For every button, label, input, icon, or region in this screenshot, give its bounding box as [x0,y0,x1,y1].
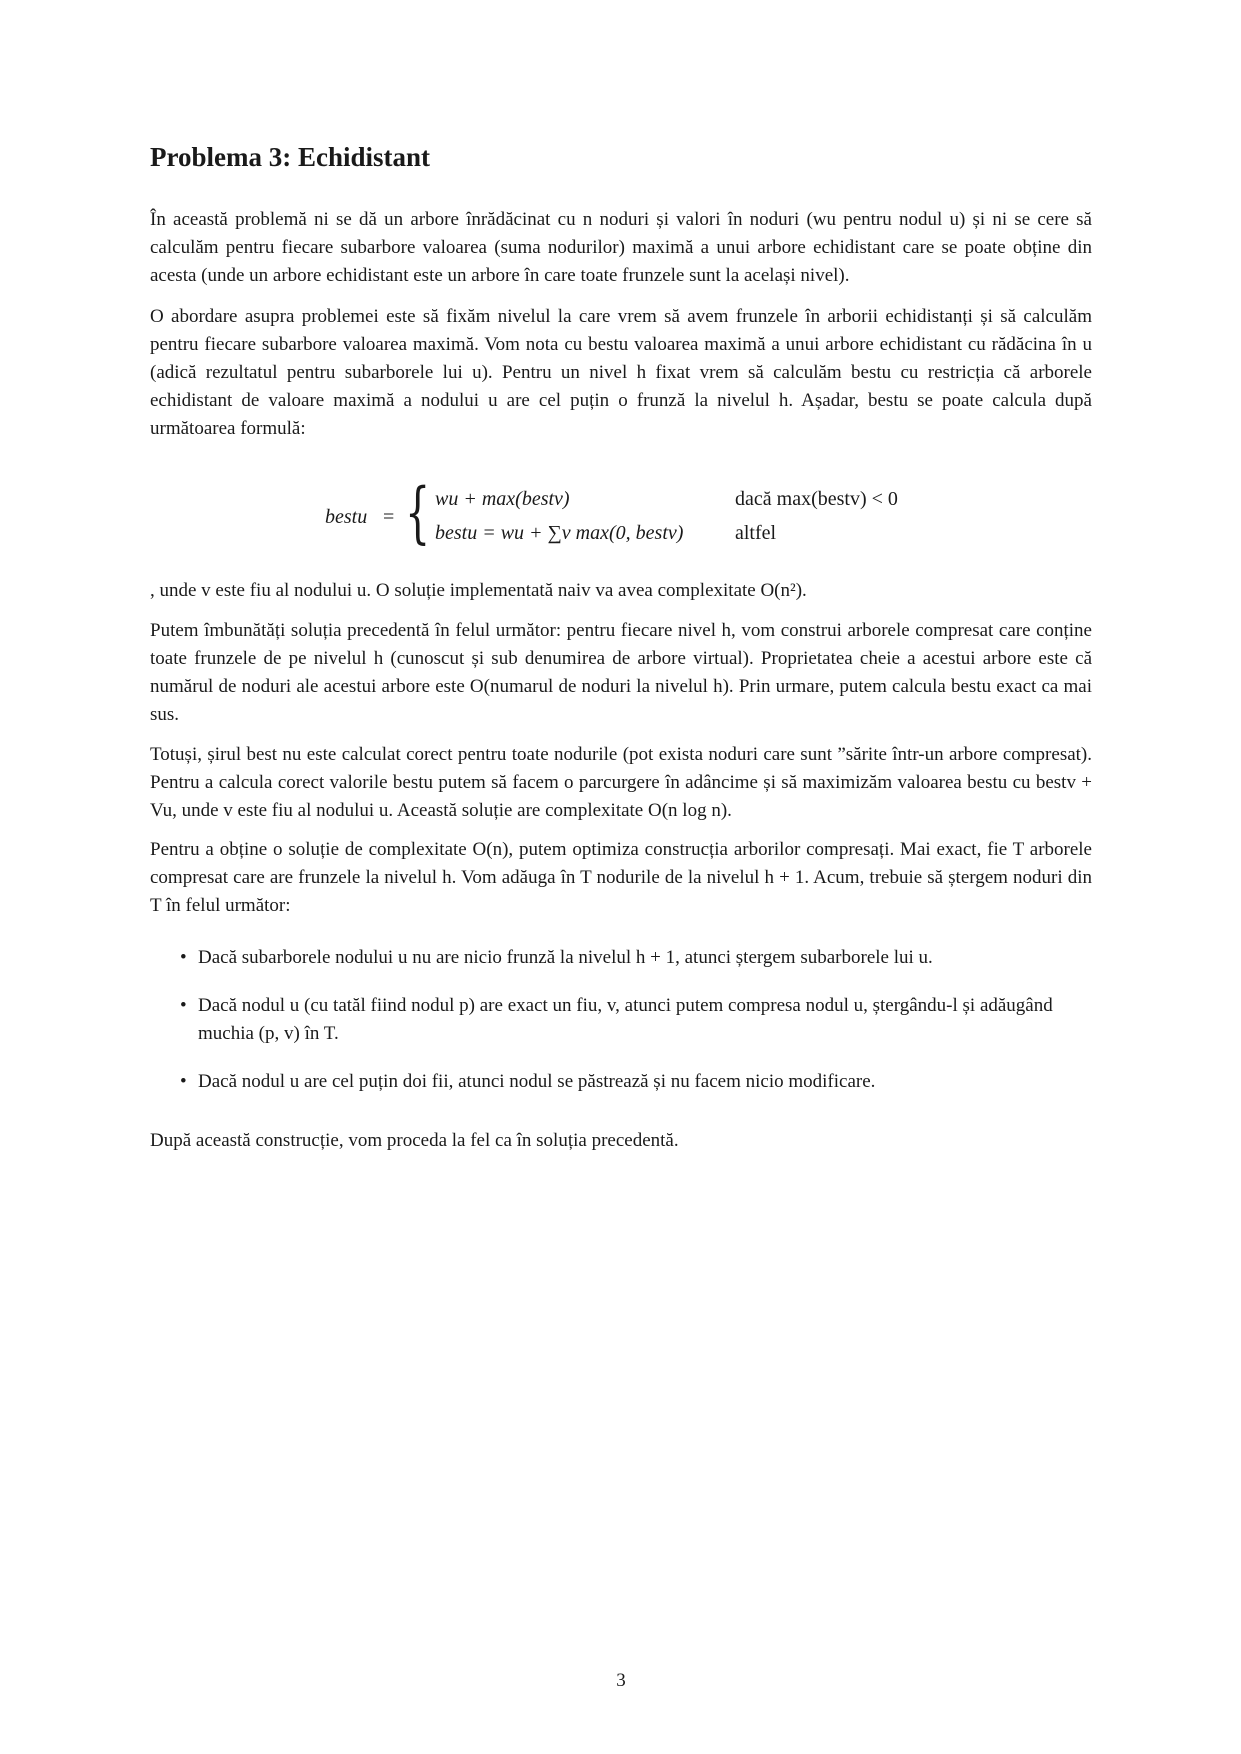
formula-case2-expr: bestu = wu + ∑v max(0, bestv) [435,522,684,544]
section-title: Problema 3: Echidistant [150,142,431,172]
paragraph-conclusion: După această construcție, vom proceda la fel ca în soluția precedentă. [150,1130,679,1151]
list-item: • Dacă subarborele nodului u nu are nicio frunză la nivelul h + 1, atunci ștergem subarborele lui u. [180,944,1092,972]
formula-equals: = [383,506,395,528]
best-formula [325,474,945,556]
page-number: 3 [616,1670,626,1691]
formula-lhs: bestu [325,506,368,528]
left-brace-icon: { [405,474,431,551]
paragraph-approach: O abordare asupra problemei este să fixăm nivelul la care vrem să avem frunzele în arborii echidistanți și să calculăm pentru fiecare subarbore valoarea maximă. Vom nota cu bestu valoarea maximă a unui arbore echidistant cu rădăcina în u (adică rezultatul pentru subarborele lui u). Pentru un nivel h fixat vrem să calculăm bestu cu restricția că arborele echidistant de valoare maximă a nodului u are cel puțin o frunză la nivelul h. Așadar, bestu se poate calcula după următoarea formulă: [150,306,1092,439]
deletion-rules-list [180,944,1092,1116]
paragraph-improvement: Putem îmbunătăți soluția precedentă în felul următor: pentru fiecare nivel h, vom construi arborele compresat care conține toate frunzele de pe nivelul h (cunoscut și sub denumirea de arbore virtual). Proprietatea cheie a acestui arbore este că numărul de noduri ale acestui arbore este O(numarul de noduri la nivelul h). Prin urmare, putem calcula bestu exact ca mai sus. [150,620,1092,725]
formula-case1-cond: dacă max(bestv) < 0 [735,488,898,510]
paragraph-correction: Totuși, șirul best nu este calculat corect pentru toate nodurile (pot exista noduri care sunt ”sărite într-un arbore compresat). Pentru a calcula corect valorile bestu putem să facem o parcurgere în adâncime și să maximizăm valoarea bestu cu bestv + Vu, unde v este fiu al nodului u. Această soluție are complexitate O(n log n). [150,744,1092,821]
formula-case2-cond: altfel [735,522,777,544]
paragraph-intro: În această problemă ni se dă un arbore înrădăcinat cu n noduri și valori în noduri (wu pentru nodul u) și ni se cere să calculăm pentru fiecare subarbore valoarea (suma nodurilor) maximă a unui arbore echidistant care se poate obține din acesta (unde un arbore echidistant este un arbore în care toate frunzele sunt la același nivel). [150,209,1092,286]
formula-case1-expr: wu + max(bestv) [435,488,570,510]
list-item: • Dacă nodul u (cu tatăl fiind nodul p) are exact un fiu, v, atunci putem compresa nodul u, ștergându-l și adăugând muchia (p, v) în T. [180,992,1092,1048]
paragraph-naive: , unde v este fiu al nodului u. O soluție implementată naiv va avea complexitate O(n²). [150,580,807,601]
paragraph-linear: Pentru a obține o soluție de complexitate O(n), putem optimiza construcția arborilor compresați. Mai exact, fie T arborele compresat care are frunzele la nivelul h. Vom adăuga în T nodurile de la nivelul h + 1. Acum, trebuie să ștergem noduri din T în felul următor: [150,839,1092,916]
list-item: • Dacă nodul u are cel puțin doi fii, atunci nodul se păstrează și nu facem nicio modificare. [180,1068,1092,1096]
